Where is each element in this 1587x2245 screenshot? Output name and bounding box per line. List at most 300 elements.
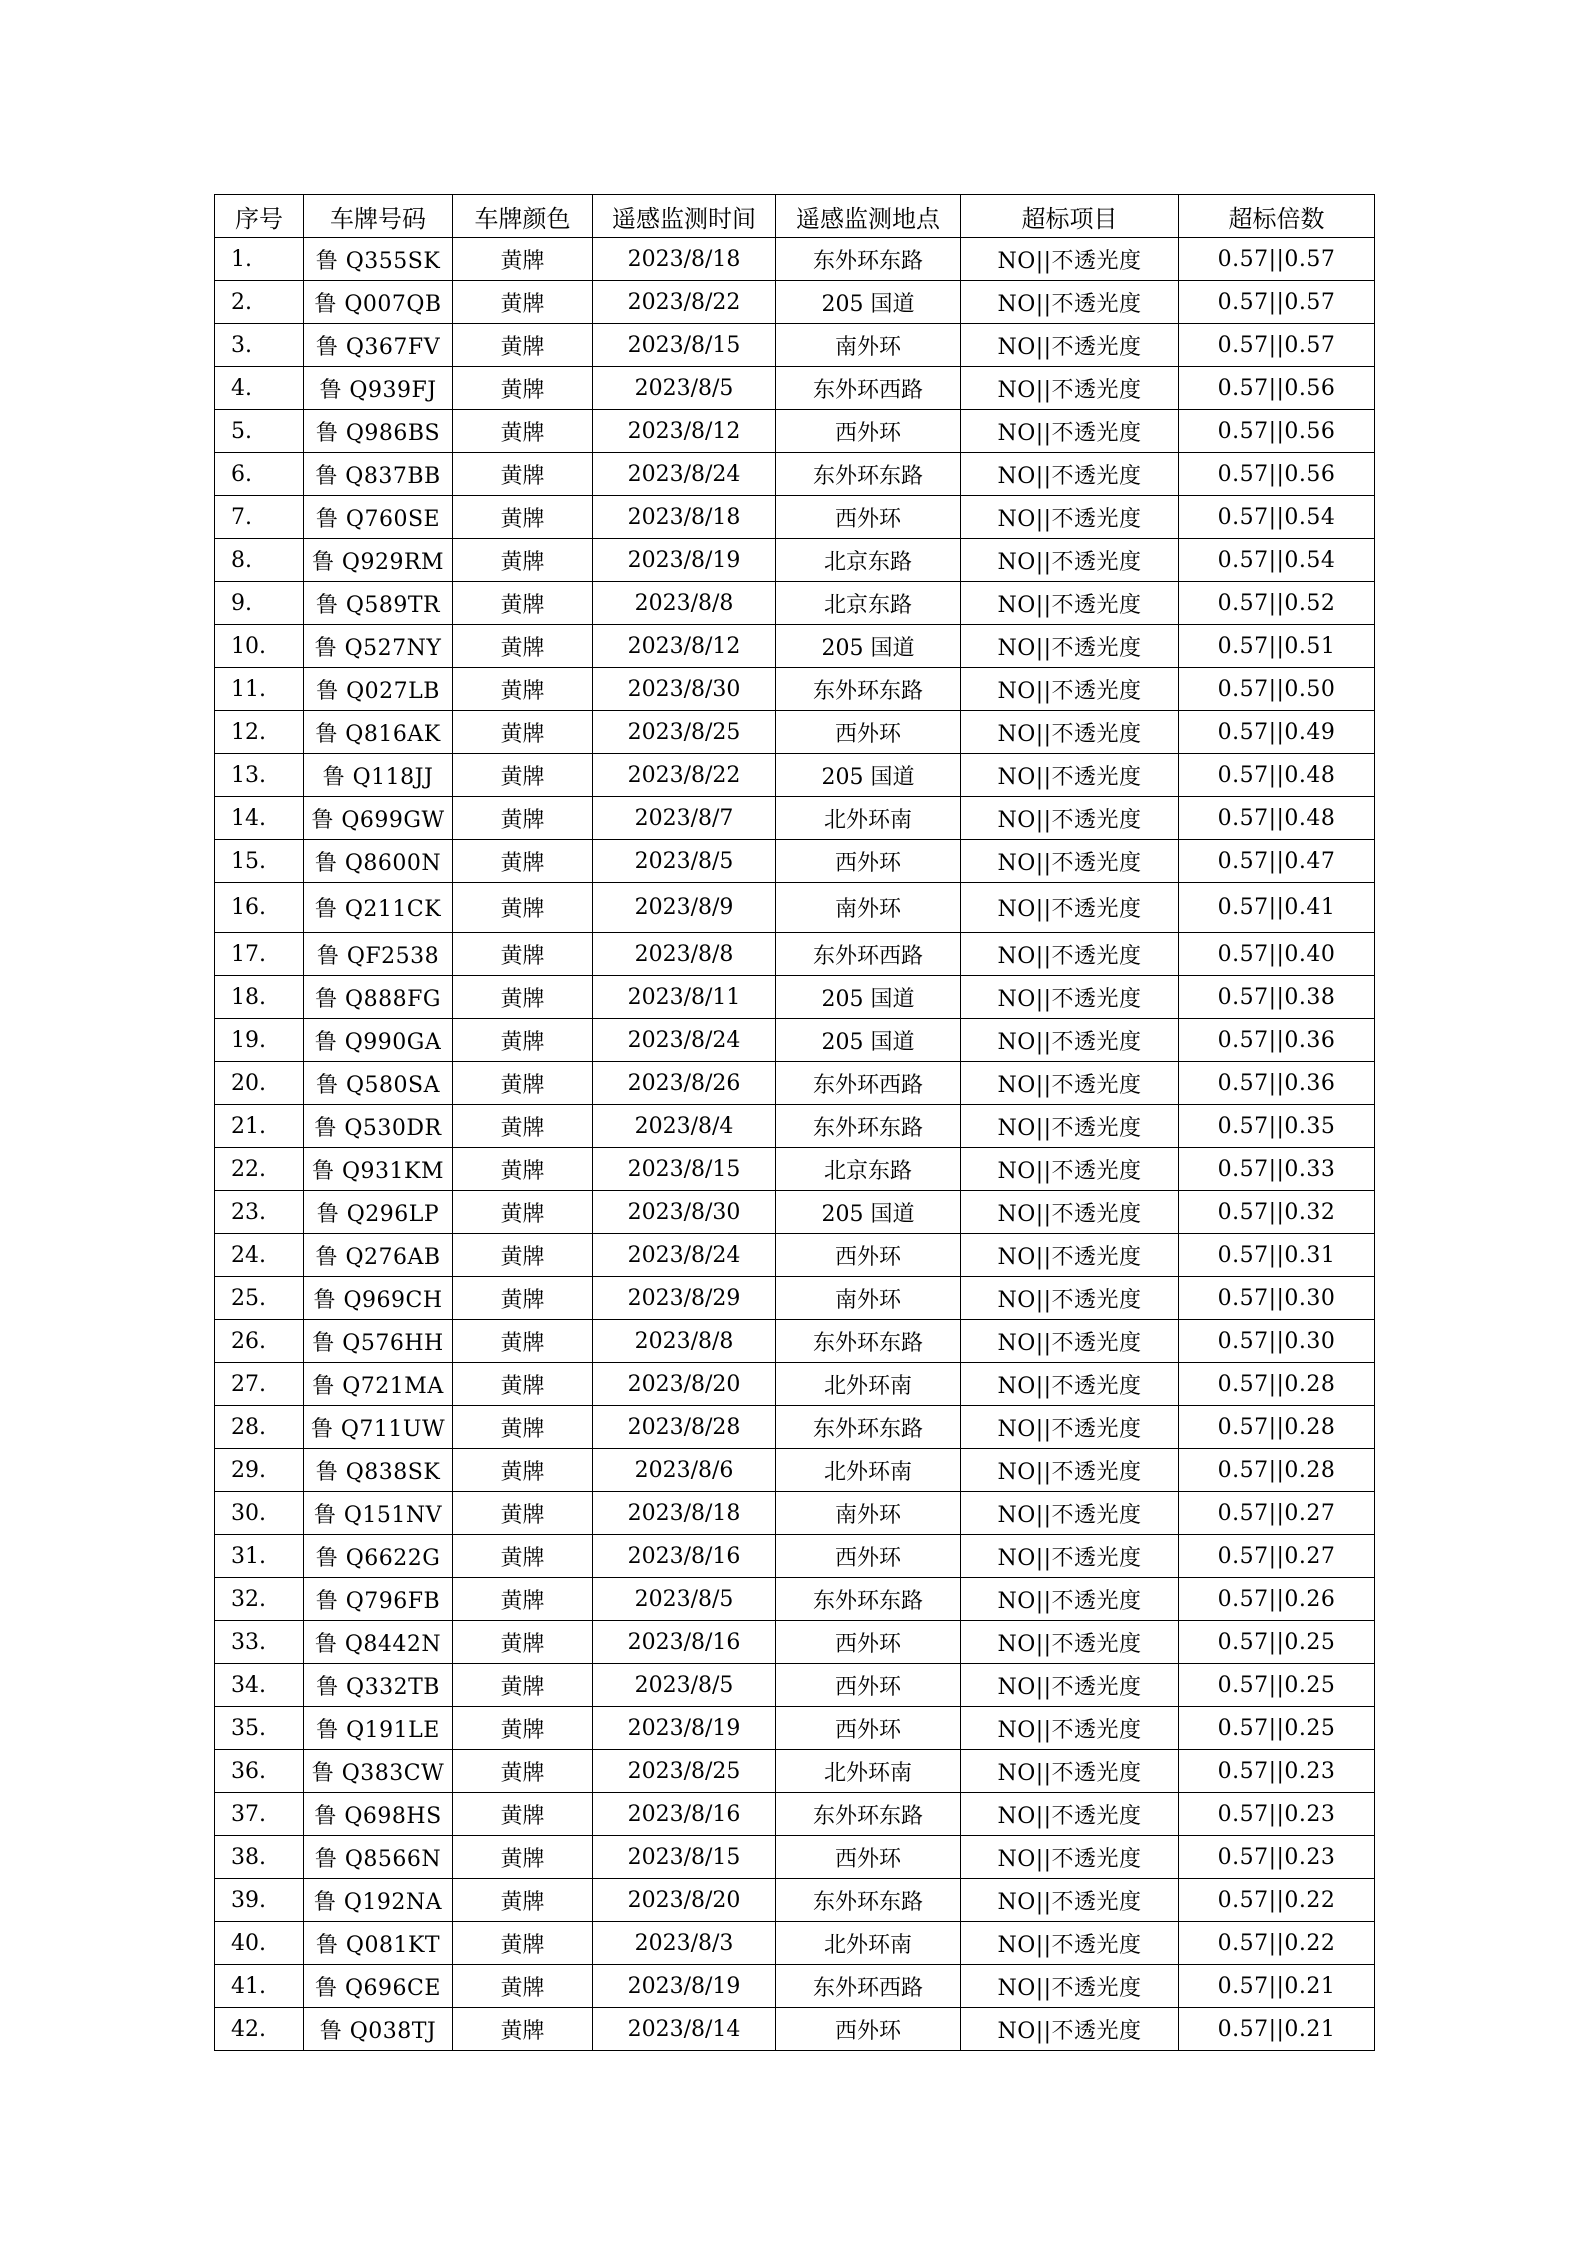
cell-exceed-multiple: 0.57||0.32 <box>1179 1191 1375 1234</box>
cell-plate-number: 鲁 Q969CH <box>304 1277 453 1320</box>
cell-exceed-item: NO||不透光度 <box>961 1836 1179 1879</box>
cell-plate-number: 鲁 Q931KM <box>304 1148 453 1191</box>
cell-index: 10. <box>215 625 304 668</box>
cell-plate-color: 黄牌 <box>453 539 593 582</box>
cell-plate-color: 黄牌 <box>453 1793 593 1836</box>
cell-monitor-time: 2023/8/16 <box>593 1621 776 1664</box>
cell-exceed-multiple: 0.57||0.35 <box>1179 1105 1375 1148</box>
cell-index: 35. <box>215 1707 304 1750</box>
table-row <box>215 453 1375 496</box>
table-row <box>215 625 1375 668</box>
cell-index: 22. <box>215 1148 304 1191</box>
table-row <box>215 933 1375 976</box>
cell-monitor-time: 2023/8/3 <box>593 1922 776 1965</box>
table-row <box>215 1922 1375 1965</box>
cell-exceed-item: NO||不透光度 <box>961 933 1179 976</box>
cell-plate-color: 黄牌 <box>453 1449 593 1492</box>
cell-plate-number: 鲁 Q296LP <box>304 1191 453 1234</box>
table-row <box>215 711 1375 754</box>
cell-monitor-location: 西外环 <box>776 711 961 754</box>
cell-plate-number: 鲁 Q151NV <box>304 1492 453 1535</box>
cell-monitor-time: 2023/8/24 <box>593 453 776 496</box>
table-row <box>215 797 1375 840</box>
cell-monitor-time: 2023/8/5 <box>593 1664 776 1707</box>
cell-plate-color: 黄牌 <box>453 625 593 668</box>
cell-exceed-item: NO||不透光度 <box>961 797 1179 840</box>
table-row <box>215 1105 1375 1148</box>
cell-plate-color: 黄牌 <box>453 1406 593 1449</box>
cell-exceed-multiple: 0.57||0.36 <box>1179 1062 1375 1105</box>
cell-index: 31. <box>215 1535 304 1578</box>
table-row <box>215 238 1375 281</box>
cell-index: 39. <box>215 1879 304 1922</box>
cell-exceed-multiple: 0.57||0.50 <box>1179 668 1375 711</box>
cell-plate-number: 鲁 Q8566N <box>304 1836 453 1879</box>
cell-monitor-time: 2023/8/24 <box>593 1234 776 1277</box>
cell-monitor-location: 东外环东路 <box>776 668 961 711</box>
header-plate-number: 车牌号码 <box>304 195 453 238</box>
cell-exceed-multiple: 0.57||0.28 <box>1179 1406 1375 1449</box>
cell-plate-color: 黄牌 <box>453 1965 593 2008</box>
cell-plate-color: 黄牌 <box>453 1621 593 1664</box>
cell-exceed-item: NO||不透光度 <box>961 1535 1179 1578</box>
cell-plate-number: 鲁 Q711UW <box>304 1406 453 1449</box>
cell-exceed-item: NO||不透光度 <box>961 453 1179 496</box>
cell-monitor-time: 2023/8/15 <box>593 1836 776 1879</box>
cell-plate-color: 黄牌 <box>453 1277 593 1320</box>
cell-monitor-location: 北外环南 <box>776 1363 961 1406</box>
cell-plate-color: 黄牌 <box>453 1535 593 1578</box>
header-exceed-multiple: 超标倍数 <box>1179 195 1375 238</box>
cell-index: 27. <box>215 1363 304 1406</box>
cell-index: 18. <box>215 976 304 1019</box>
cell-index: 36. <box>215 1750 304 1793</box>
cell-exceed-multiple: 0.57||0.36 <box>1179 1019 1375 1062</box>
cell-exceed-multiple: 0.57||0.52 <box>1179 582 1375 625</box>
cell-index: 37. <box>215 1793 304 1836</box>
cell-plate-number: 鲁 Q699GW <box>304 797 453 840</box>
cell-exceed-multiple: 0.57||0.41 <box>1179 883 1375 933</box>
cell-exceed-item: NO||不透光度 <box>961 1234 1179 1277</box>
cell-exceed-multiple: 0.57||0.21 <box>1179 2008 1375 2051</box>
cell-monitor-location: 北京东路 <box>776 539 961 582</box>
cell-monitor-location: 东外环东路 <box>776 238 961 281</box>
cell-plate-number: 鲁 Q367FV <box>304 324 453 367</box>
cell-monitor-location: 205 国道 <box>776 754 961 797</box>
cell-exceed-item: NO||不透光度 <box>961 324 1179 367</box>
cell-plate-number: 鲁 Q192NA <box>304 1879 453 1922</box>
cell-monitor-location: 205 国道 <box>776 1019 961 1062</box>
cell-plate-color: 黄牌 <box>453 754 593 797</box>
cell-exceed-multiple: 0.57||0.25 <box>1179 1707 1375 1750</box>
cell-exceed-multiple: 0.57||0.40 <box>1179 933 1375 976</box>
cell-plate-color: 黄牌 <box>453 453 593 496</box>
cell-exceed-item: NO||不透光度 <box>961 1793 1179 1836</box>
cell-exceed-item: NO||不透光度 <box>961 668 1179 711</box>
cell-plate-color: 黄牌 <box>453 1062 593 1105</box>
cell-monitor-location: 西外环 <box>776 410 961 453</box>
cell-exceed-item: NO||不透光度 <box>961 496 1179 539</box>
cell-index: 9. <box>215 582 304 625</box>
cell-exceed-item: NO||不透光度 <box>961 840 1179 883</box>
cell-monitor-time: 2023/8/22 <box>593 281 776 324</box>
cell-monitor-location: 205 国道 <box>776 976 961 1019</box>
cell-monitor-time: 2023/8/5 <box>593 840 776 883</box>
cell-plate-color: 黄牌 <box>453 1879 593 1922</box>
table-row <box>215 1707 1375 1750</box>
cell-exceed-item: NO||不透光度 <box>961 1320 1179 1363</box>
cell-monitor-time: 2023/8/5 <box>593 367 776 410</box>
cell-exceed-item: NO||不透光度 <box>961 1707 1179 1750</box>
cell-plate-number: 鲁 Q838SK <box>304 1449 453 1492</box>
cell-exceed-item: NO||不透光度 <box>961 883 1179 933</box>
cell-monitor-time: 2023/8/24 <box>593 1019 776 1062</box>
cell-plate-number: 鲁 Q796FB <box>304 1578 453 1621</box>
cell-plate-color: 黄牌 <box>453 367 593 410</box>
cell-exceed-item: NO||不透光度 <box>961 1406 1179 1449</box>
cell-exceed-item: NO||不透光度 <box>961 1578 1179 1621</box>
cell-monitor-location: 南外环 <box>776 324 961 367</box>
cell-plate-color: 黄牌 <box>453 496 593 539</box>
table-header-row <box>215 195 1375 238</box>
cell-plate-number: 鲁 Q721MA <box>304 1363 453 1406</box>
cell-monitor-time: 2023/8/16 <box>593 1535 776 1578</box>
cell-exceed-item: NO||不透光度 <box>961 367 1179 410</box>
cell-monitor-location: 西外环 <box>776 1535 961 1578</box>
cell-plate-color: 黄牌 <box>453 711 593 754</box>
cell-monitor-location: 东外环西路 <box>776 1062 961 1105</box>
cell-index: 14. <box>215 797 304 840</box>
cell-index: 13. <box>215 754 304 797</box>
cell-plate-color: 黄牌 <box>453 1836 593 1879</box>
cell-index: 21. <box>215 1105 304 1148</box>
cell-monitor-time: 2023/8/28 <box>593 1406 776 1449</box>
cell-monitor-time: 2023/8/15 <box>593 324 776 367</box>
cell-plate-number: 鲁 Q986BS <box>304 410 453 453</box>
cell-exceed-item: NO||不透光度 <box>961 1449 1179 1492</box>
cell-monitor-time: 2023/8/18 <box>593 1492 776 1535</box>
cell-index: 24. <box>215 1234 304 1277</box>
cell-exceed-item: NO||不透光度 <box>961 2008 1179 2051</box>
cell-exceed-item: NO||不透光度 <box>961 1750 1179 1793</box>
cell-monitor-time: 2023/8/8 <box>593 582 776 625</box>
cell-index: 41. <box>215 1965 304 2008</box>
cell-monitor-time: 2023/8/16 <box>593 1793 776 1836</box>
cell-exceed-multiple: 0.57||0.57 <box>1179 324 1375 367</box>
cell-monitor-time: 2023/8/12 <box>593 410 776 453</box>
cell-monitor-time: 2023/8/30 <box>593 668 776 711</box>
cell-exceed-multiple: 0.57||0.49 <box>1179 711 1375 754</box>
cell-exceed-item: NO||不透光度 <box>961 539 1179 582</box>
cell-index: 5. <box>215 410 304 453</box>
cell-exceed-item: NO||不透光度 <box>961 625 1179 668</box>
table-row <box>215 539 1375 582</box>
cell-monitor-location: 北外环南 <box>776 1922 961 1965</box>
cell-exceed-multiple: 0.57||0.38 <box>1179 976 1375 1019</box>
cell-index: 4. <box>215 367 304 410</box>
cell-exceed-item: NO||不透光度 <box>961 1363 1179 1406</box>
cell-index: 42. <box>215 2008 304 2051</box>
cell-exceed-multiple: 0.57||0.48 <box>1179 797 1375 840</box>
header-monitor-time: 遥感监测时间 <box>593 195 776 238</box>
cell-plate-number: 鲁 Q8442N <box>304 1621 453 1664</box>
cell-index: 11. <box>215 668 304 711</box>
cell-monitor-time: 2023/8/30 <box>593 1191 776 1234</box>
cell-monitor-location: 西外环 <box>776 1621 961 1664</box>
cell-monitor-location: 205 国道 <box>776 1191 961 1234</box>
table-row <box>215 1406 1375 1449</box>
cell-plate-color: 黄牌 <box>453 883 593 933</box>
cell-exceed-item: NO||不透光度 <box>961 1621 1179 1664</box>
cell-exceed-multiple: 0.57||0.28 <box>1179 1449 1375 1492</box>
cell-plate-number: 鲁 Q888FG <box>304 976 453 1019</box>
cell-exceed-multiple: 0.57||0.23 <box>1179 1836 1375 1879</box>
cell-exceed-item: NO||不透光度 <box>961 1879 1179 1922</box>
cell-monitor-location: 东外环东路 <box>776 1105 961 1148</box>
cell-index: 8. <box>215 539 304 582</box>
cell-plate-number: 鲁 Q527NY <box>304 625 453 668</box>
cell-exceed-item: NO||不透光度 <box>961 1922 1179 1965</box>
table-row <box>215 496 1375 539</box>
cell-exceed-item: NO||不透光度 <box>961 582 1179 625</box>
table-row <box>215 840 1375 883</box>
table-row <box>215 1664 1375 1707</box>
cell-index: 16. <box>215 883 304 933</box>
cell-exceed-multiple: 0.57||0.26 <box>1179 1578 1375 1621</box>
cell-index: 38. <box>215 1836 304 1879</box>
cell-exceed-multiple: 0.57||0.51 <box>1179 625 1375 668</box>
cell-plate-number: 鲁 Q038TJ <box>304 2008 453 2051</box>
cell-monitor-location: 东外环东路 <box>776 1320 961 1363</box>
cell-monitor-time: 2023/8/26 <box>593 1062 776 1105</box>
cell-index: 17. <box>215 933 304 976</box>
header-monitor-location: 遥感监测地点 <box>776 195 961 238</box>
table-row <box>215 1191 1375 1234</box>
cell-exceed-item: NO||不透光度 <box>961 1277 1179 1320</box>
cell-plate-color: 黄牌 <box>453 1191 593 1234</box>
cell-plate-number: 鲁 Q211CK <box>304 883 453 933</box>
cell-monitor-time: 2023/8/29 <box>593 1277 776 1320</box>
table-row <box>215 1449 1375 1492</box>
cell-plate-number: 鲁 Q837BB <box>304 453 453 496</box>
cell-exceed-multiple: 0.57||0.57 <box>1179 238 1375 281</box>
cell-monitor-time: 2023/8/18 <box>593 238 776 281</box>
cell-plate-color: 黄牌 <box>453 1578 593 1621</box>
cell-exceed-multiple: 0.57||0.54 <box>1179 496 1375 539</box>
cell-monitor-location: 西外环 <box>776 2008 961 2051</box>
cell-exceed-item: NO||不透光度 <box>961 281 1179 324</box>
table-row <box>215 1879 1375 1922</box>
cell-plate-number: 鲁 Q191LE <box>304 1707 453 1750</box>
table-row <box>215 281 1375 324</box>
cell-plate-number: 鲁 Q939FJ <box>304 367 453 410</box>
cell-plate-number: 鲁 Q383CW <box>304 1750 453 1793</box>
cell-index: 6. <box>215 453 304 496</box>
cell-plate-number: 鲁 Q332TB <box>304 1664 453 1707</box>
cell-exceed-multiple: 0.57||0.47 <box>1179 840 1375 883</box>
cell-monitor-location: 205 国道 <box>776 625 961 668</box>
cell-exceed-multiple: 0.57||0.56 <box>1179 410 1375 453</box>
cell-monitor-location: 东外环西路 <box>776 933 961 976</box>
cell-index: 34. <box>215 1664 304 1707</box>
cell-monitor-time: 2023/8/20 <box>593 1879 776 1922</box>
cell-plate-color: 黄牌 <box>453 410 593 453</box>
table-row <box>215 1535 1375 1578</box>
cell-exceed-item: NO||不透光度 <box>961 1148 1179 1191</box>
table-row <box>215 582 1375 625</box>
cell-exceed-item: NO||不透光度 <box>961 1191 1179 1234</box>
cell-monitor-location: 南外环 <box>776 1492 961 1535</box>
table-row <box>215 1492 1375 1535</box>
cell-plate-color: 黄牌 <box>453 933 593 976</box>
cell-plate-number: 鲁 Q760SE <box>304 496 453 539</box>
cell-exceed-item: NO||不透光度 <box>961 976 1179 1019</box>
cell-plate-number: 鲁 Q6622G <box>304 1535 453 1578</box>
cell-monitor-location: 东外环东路 <box>776 453 961 496</box>
cell-monitor-time: 2023/8/11 <box>593 976 776 1019</box>
table-row <box>215 1363 1375 1406</box>
cell-monitor-location: 东外环东路 <box>776 1879 961 1922</box>
cell-monitor-time: 2023/8/8 <box>593 933 776 976</box>
cell-monitor-time: 2023/8/7 <box>593 797 776 840</box>
cell-plate-number: 鲁 Q081KT <box>304 1922 453 1965</box>
cell-exceed-multiple: 0.57||0.30 <box>1179 1320 1375 1363</box>
cell-monitor-time: 2023/8/14 <box>593 2008 776 2051</box>
cell-index: 33. <box>215 1621 304 1664</box>
cell-exceed-multiple: 0.57||0.25 <box>1179 1664 1375 1707</box>
cell-exceed-item: NO||不透光度 <box>961 238 1179 281</box>
table-row <box>215 1277 1375 1320</box>
cell-index: 7. <box>215 496 304 539</box>
cell-monitor-location: 北外环南 <box>776 1750 961 1793</box>
cell-plate-number: 鲁 Q007QB <box>304 281 453 324</box>
cell-index: 23. <box>215 1191 304 1234</box>
cell-plate-color: 黄牌 <box>453 1320 593 1363</box>
cell-plate-color: 黄牌 <box>453 281 593 324</box>
cell-exceed-item: NO||不透光度 <box>961 711 1179 754</box>
cell-monitor-location: 南外环 <box>776 883 961 933</box>
table-row <box>215 410 1375 453</box>
cell-plate-color: 黄牌 <box>453 1019 593 1062</box>
cell-index: 30. <box>215 1492 304 1535</box>
cell-monitor-location: 北外环南 <box>776 1449 961 1492</box>
cell-exceed-multiple: 0.57||0.54 <box>1179 539 1375 582</box>
table-row <box>215 1793 1375 1836</box>
table-row <box>215 1062 1375 1105</box>
cell-plate-number: 鲁 Q696CE <box>304 1965 453 2008</box>
cell-plate-number: 鲁 Q580SA <box>304 1062 453 1105</box>
table-row <box>215 668 1375 711</box>
table-row <box>215 1621 1375 1664</box>
cell-exceed-item: NO||不透光度 <box>961 754 1179 797</box>
cell-monitor-location: 西外环 <box>776 840 961 883</box>
table-row <box>215 1750 1375 1793</box>
cell-exceed-multiple: 0.57||0.21 <box>1179 1965 1375 2008</box>
cell-exceed-item: NO||不透光度 <box>961 1965 1179 2008</box>
cell-monitor-location: 东外环西路 <box>776 1965 961 2008</box>
cell-index: 19. <box>215 1019 304 1062</box>
cell-index: 1. <box>215 238 304 281</box>
cell-exceed-multiple: 0.57||0.56 <box>1179 367 1375 410</box>
cell-monitor-location: 北京东路 <box>776 1148 961 1191</box>
cell-exceed-multiple: 0.57||0.27 <box>1179 1535 1375 1578</box>
cell-monitor-location: 西外环 <box>776 496 961 539</box>
cell-monitor-location: 南外环 <box>776 1277 961 1320</box>
cell-plate-color: 黄牌 <box>453 1922 593 1965</box>
cell-plate-number: 鲁 Q589TR <box>304 582 453 625</box>
table-row <box>215 2008 1375 2051</box>
cell-monitor-location: 西外环 <box>776 1664 961 1707</box>
table-row <box>215 1234 1375 1277</box>
cell-monitor-location: 205 国道 <box>776 281 961 324</box>
cell-monitor-time: 2023/8/6 <box>593 1449 776 1492</box>
table-row <box>215 883 1375 933</box>
cell-plate-color: 黄牌 <box>453 238 593 281</box>
cell-plate-color: 黄牌 <box>453 1664 593 1707</box>
cell-monitor-time: 2023/8/9 <box>593 883 776 933</box>
cell-index: 25. <box>215 1277 304 1320</box>
cell-exceed-multiple: 0.57||0.25 <box>1179 1621 1375 1664</box>
cell-exceed-item: NO||不透光度 <box>961 1105 1179 1148</box>
cell-monitor-time: 2023/8/25 <box>593 1750 776 1793</box>
table-row <box>215 754 1375 797</box>
cell-index: 28. <box>215 1406 304 1449</box>
table-row <box>215 1019 1375 1062</box>
cell-exceed-item: NO||不透光度 <box>961 1062 1179 1105</box>
cell-monitor-time: 2023/8/20 <box>593 1363 776 1406</box>
cell-exceed-item: NO||不透光度 <box>961 410 1179 453</box>
table-row <box>215 1836 1375 1879</box>
cell-plate-color: 黄牌 <box>453 668 593 711</box>
cell-exceed-item: NO||不透光度 <box>961 1664 1179 1707</box>
cell-monitor-time: 2023/8/8 <box>593 1320 776 1363</box>
cell-monitor-location: 西外环 <box>776 1234 961 1277</box>
header-plate-color: 车牌颜色 <box>453 195 593 238</box>
cell-monitor-time: 2023/8/19 <box>593 1707 776 1750</box>
table-row <box>215 1578 1375 1621</box>
cell-monitor-location: 东外环东路 <box>776 1406 961 1449</box>
header-index: 序号 <box>215 195 304 238</box>
cell-plate-number: 鲁 Q990GA <box>304 1019 453 1062</box>
cell-plate-number: 鲁 Q8600N <box>304 840 453 883</box>
cell-monitor-location: 东外环西路 <box>776 367 961 410</box>
cell-plate-number: 鲁 Q530DR <box>304 1105 453 1148</box>
cell-plate-color: 黄牌 <box>453 797 593 840</box>
header-exceed-item: 超标项目 <box>961 195 1179 238</box>
table-row <box>215 324 1375 367</box>
cell-exceed-multiple: 0.57||0.57 <box>1179 281 1375 324</box>
table-row <box>215 1148 1375 1191</box>
cell-exceed-multiple: 0.57||0.28 <box>1179 1363 1375 1406</box>
table-row <box>215 1965 1375 2008</box>
cell-plate-number: 鲁 Q929RM <box>304 539 453 582</box>
cell-monitor-time: 2023/8/19 <box>593 539 776 582</box>
cell-exceed-multiple: 0.57||0.23 <box>1179 1793 1375 1836</box>
cell-index: 26. <box>215 1320 304 1363</box>
table-row <box>215 976 1375 1019</box>
cell-monitor-time: 2023/8/22 <box>593 754 776 797</box>
cell-monitor-time: 2023/8/19 <box>593 1965 776 2008</box>
cell-monitor-time: 2023/8/12 <box>593 625 776 668</box>
cell-plate-color: 黄牌 <box>453 976 593 1019</box>
cell-index: 2. <box>215 281 304 324</box>
cell-monitor-time: 2023/8/15 <box>593 1148 776 1191</box>
cell-exceed-multiple: 0.57||0.48 <box>1179 754 1375 797</box>
cell-index: 20. <box>215 1062 304 1105</box>
table-body <box>215 238 1375 2051</box>
cell-plate-number: 鲁 QF2538 <box>304 933 453 976</box>
cell-plate-color: 黄牌 <box>453 1492 593 1535</box>
